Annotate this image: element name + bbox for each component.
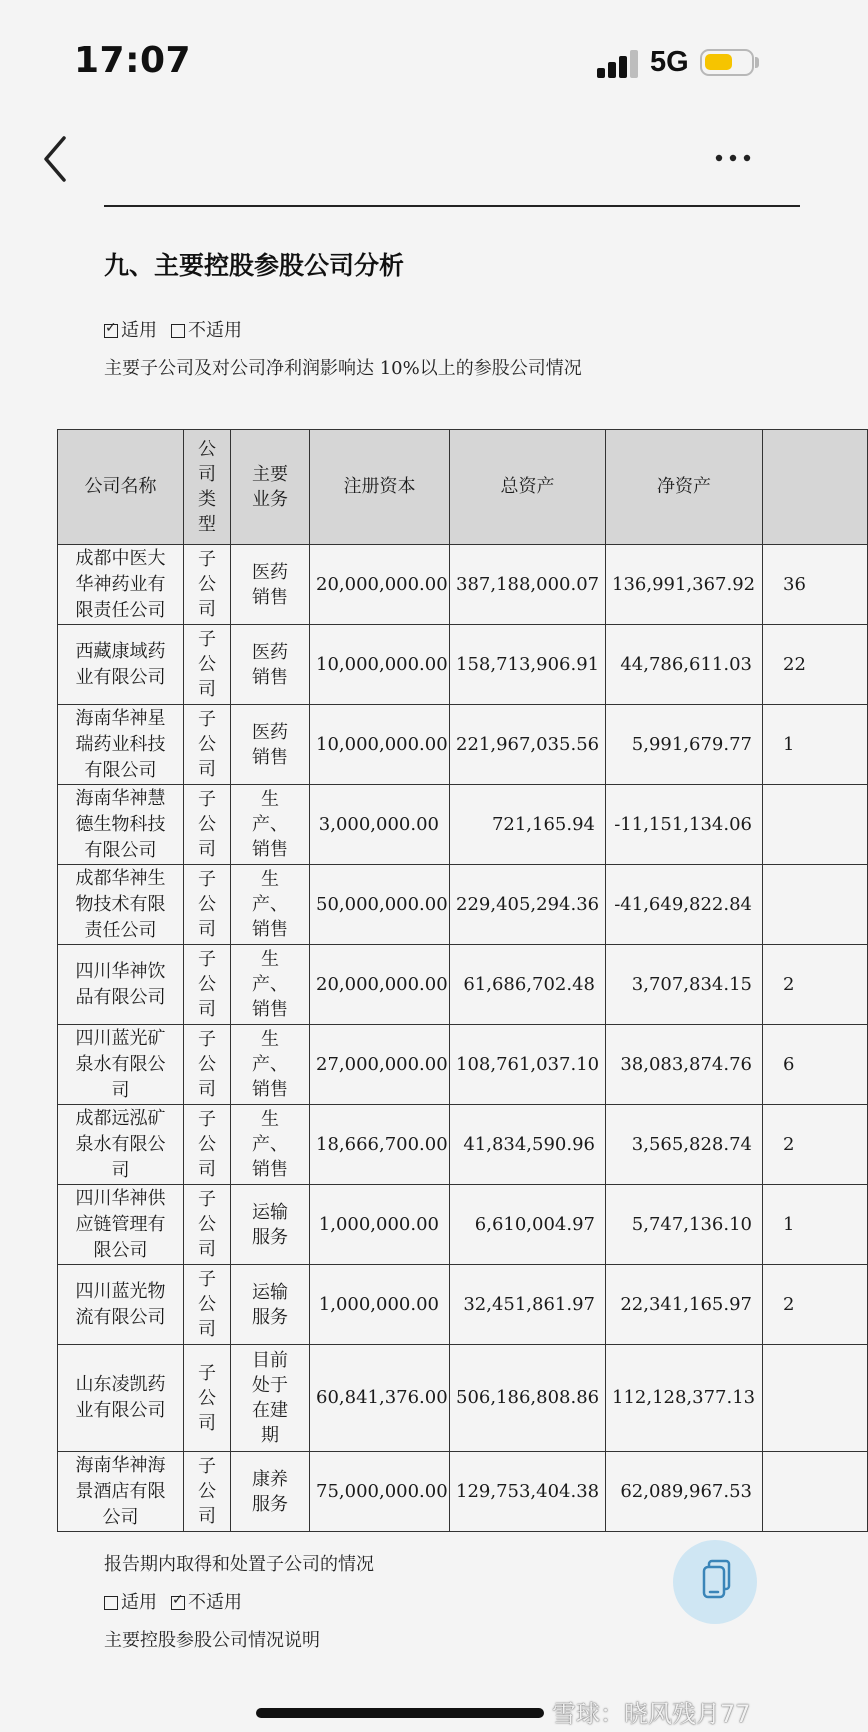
description-heading: 主要控股参股公司情况说明 <box>104 1630 320 1651</box>
total-assets-cell: 129,753,404.38 <box>450 1452 606 1532</box>
net-assets-cell: 44,786,611.03 <box>606 625 763 705</box>
net-assets-cell: -11,151,134.06 <box>606 785 763 865</box>
table-row <box>58 945 868 1025</box>
business-cell: 生产、销售 <box>231 1105 310 1185</box>
col-header-type: 公司类型 <box>184 430 231 545</box>
col-header-net-assets: 净资产 <box>606 430 763 545</box>
business-cell: 医药销售 <box>231 625 310 705</box>
applicability-row <box>104 316 242 342</box>
table-row <box>58 1025 868 1105</box>
registered-capital-cell: 20,000,000.00 <box>310 545 450 625</box>
net-assets-cell: 5,747,136.10 <box>606 1185 763 1265</box>
registered-capital-cell: 1,000,000.00 <box>310 1185 450 1265</box>
table-row <box>58 1265 868 1345</box>
business-cell: 目前处于在建期 <box>231 1345 310 1452</box>
company-type-cell: 子公司 <box>184 1452 231 1532</box>
registered-capital-cell: 75,000,000.00 <box>310 1452 450 1532</box>
company-type-cell: 子公司 <box>184 1265 231 1345</box>
net-assets-cell: 22,341,165.97 <box>606 1265 763 1345</box>
company-name-cell: 海南华神海景酒店有限公司 <box>58 1452 184 1532</box>
total-assets-cell: 158,713,906.91 <box>450 625 606 705</box>
copy-button[interactable] <box>673 1540 757 1624</box>
business-cell: 医药销售 <box>231 545 310 625</box>
table-row <box>58 1345 868 1452</box>
total-assets-cell: 6,610,004.97 <box>450 1185 606 1265</box>
acquisition-applicability-row <box>104 1588 242 1614</box>
empty-box-icon <box>104 1596 118 1610</box>
cut-off-cell: 2 <box>763 1265 868 1345</box>
cut-off-cell <box>763 1345 868 1452</box>
company-type-cell: 子公司 <box>184 785 231 865</box>
company-name-cell: 成都远泓矿泉水有限公司 <box>58 1105 184 1185</box>
net-assets-cell: 38,083,874.76 <box>606 1025 763 1105</box>
applicable-label: 适用 <box>121 1592 157 1613</box>
table-row <box>58 1452 868 1532</box>
total-assets-cell: 506,186,808.86 <box>450 1345 606 1452</box>
company-name-cell: 海南华神星瑞药业科技有限公司 <box>58 705 184 785</box>
not-applicable-label: 不适用 <box>188 1592 242 1613</box>
business-cell: 生产、销售 <box>231 785 310 865</box>
table-row <box>58 1185 868 1265</box>
net-assets-cell: 3,707,834.15 <box>606 945 763 1025</box>
col-header-business: 主要业务 <box>231 430 310 545</box>
company-name-cell: 海南华神慧德生物科技有限公司 <box>58 785 184 865</box>
col-header-name: 公司名称 <box>58 430 184 545</box>
company-type-cell: 子公司 <box>184 1185 231 1265</box>
network-type: 5G <box>650 46 689 78</box>
company-type-cell: 子公司 <box>184 1025 231 1105</box>
total-assets-cell: 229,405,294.36 <box>450 865 606 945</box>
cut-off-cell: 1 <box>763 705 868 785</box>
net-assets-cell: -41,649,822.84 <box>606 865 763 945</box>
total-assets-cell: 221,967,035.56 <box>450 705 606 785</box>
cut-off-cell: 2 <box>763 1105 868 1185</box>
registered-capital-cell: 18,666,700.00 <box>310 1105 450 1185</box>
net-assets-cell: 3,565,828.74 <box>606 1105 763 1185</box>
section-title: 九、主要控股参股公司分析 <box>104 251 405 280</box>
total-assets-cell: 387,188,000.07 <box>450 545 606 625</box>
net-assets-cell: 62,089,967.53 <box>606 1452 763 1532</box>
table-row <box>58 545 868 625</box>
status-time: 17:07 <box>74 40 192 81</box>
company-name-cell: 西藏康域药业有限公司 <box>58 625 184 705</box>
table-row <box>58 785 868 865</box>
subsidiaries-table <box>57 429 868 1532</box>
cut-off-cell <box>763 865 868 945</box>
company-type-cell: 子公司 <box>184 945 231 1025</box>
total-assets-cell: 41,834,590.96 <box>450 1105 606 1185</box>
net-assets-cell: 136,991,367.92 <box>606 545 763 625</box>
company-name-cell: 成都华神生物技术有限责任公司 <box>58 865 184 945</box>
company-name-cell: 山东凌凯药业有限公司 <box>58 1345 184 1452</box>
business-cell: 康养服务 <box>231 1452 310 1532</box>
company-type-cell: 子公司 <box>184 865 231 945</box>
company-type-cell: 子公司 <box>184 705 231 785</box>
intro-text: 主要子公司及对公司净利润影响达 10%以上的参股公司情况 <box>104 358 582 379</box>
checked-box-icon <box>171 1596 185 1610</box>
company-name-cell: 四川蓝光物流有限公司 <box>58 1265 184 1345</box>
cut-off-cell <box>763 1452 868 1532</box>
table-header-row <box>58 430 868 545</box>
registered-capital-cell: 1,000,000.00 <box>310 1265 450 1345</box>
total-assets-cell: 108,761,037.10 <box>450 1025 606 1105</box>
table-row <box>58 625 868 705</box>
applicable-label: 适用 <box>121 320 157 341</box>
checked-box-icon <box>104 324 118 338</box>
table-row <box>58 1105 868 1185</box>
company-type-cell: 子公司 <box>184 1345 231 1452</box>
business-cell: 生产、销售 <box>231 865 310 945</box>
business-cell: 运输服务 <box>231 1265 310 1345</box>
total-assets-cell: 32,451,861.97 <box>450 1265 606 1345</box>
home-indicator <box>256 1708 544 1718</box>
company-name-cell: 四川华神饮品有限公司 <box>58 945 184 1025</box>
not-applicable-label: 不适用 <box>188 320 242 341</box>
registered-capital-cell: 50,000,000.00 <box>310 865 450 945</box>
registered-capital-cell: 10,000,000.00 <box>310 625 450 705</box>
company-type-cell: 子公司 <box>184 1105 231 1185</box>
company-name-cell: 成都中医大华神药业有限责任公司 <box>58 545 184 625</box>
company-type-cell: 子公司 <box>184 625 231 705</box>
registered-capital-cell: 60,841,376.00 <box>310 1345 450 1452</box>
table-row <box>58 705 868 785</box>
col-header-registered-capital: 注册资本 <box>310 430 450 545</box>
cut-off-cell: 1 <box>763 1185 868 1265</box>
company-type-cell: 子公司 <box>184 545 231 625</box>
cut-off-cell <box>763 785 868 865</box>
business-cell: 生产、销售 <box>231 945 310 1025</box>
company-name-cell: 四川蓝光矿泉水有限公司 <box>58 1025 184 1105</box>
registered-capital-cell: 10,000,000.00 <box>310 705 450 785</box>
company-name-cell: 四川华神供应链管理有限公司 <box>58 1185 184 1265</box>
registered-capital-cell: 3,000,000.00 <box>310 785 450 865</box>
net-assets-cell: 5,991,679.77 <box>606 705 763 785</box>
table-row <box>58 865 868 945</box>
registered-capital-cell: 20,000,000.00 <box>310 945 450 1025</box>
col-header-total-assets: 总资产 <box>450 430 606 545</box>
total-assets-cell: 61,686,702.48 <box>450 945 606 1025</box>
cut-off-cell: 2 <box>763 945 868 1025</box>
business-cell: 医药销售 <box>231 705 310 785</box>
empty-box-icon <box>171 324 185 338</box>
total-assets-cell: 721,165.94 <box>450 785 606 865</box>
business-cell: 生产、销售 <box>231 1025 310 1105</box>
watermark: 雪球：晓风残月77 <box>552 1700 751 1728</box>
copy-icon <box>695 1558 735 1606</box>
acquisition-text: 报告期内取得和处置子公司的情况 <box>104 1554 374 1575</box>
business-cell: 运输服务 <box>231 1185 310 1265</box>
registered-capital-cell: 27,000,000.00 <box>310 1025 450 1105</box>
cut-off-cell: 36 <box>763 545 868 625</box>
net-assets-cell: 112,128,377.13 <box>606 1345 763 1452</box>
cut-off-cell: 22 <box>763 625 868 705</box>
col-header-cut-off <box>763 430 868 545</box>
cut-off-cell: 6 <box>763 1025 868 1105</box>
